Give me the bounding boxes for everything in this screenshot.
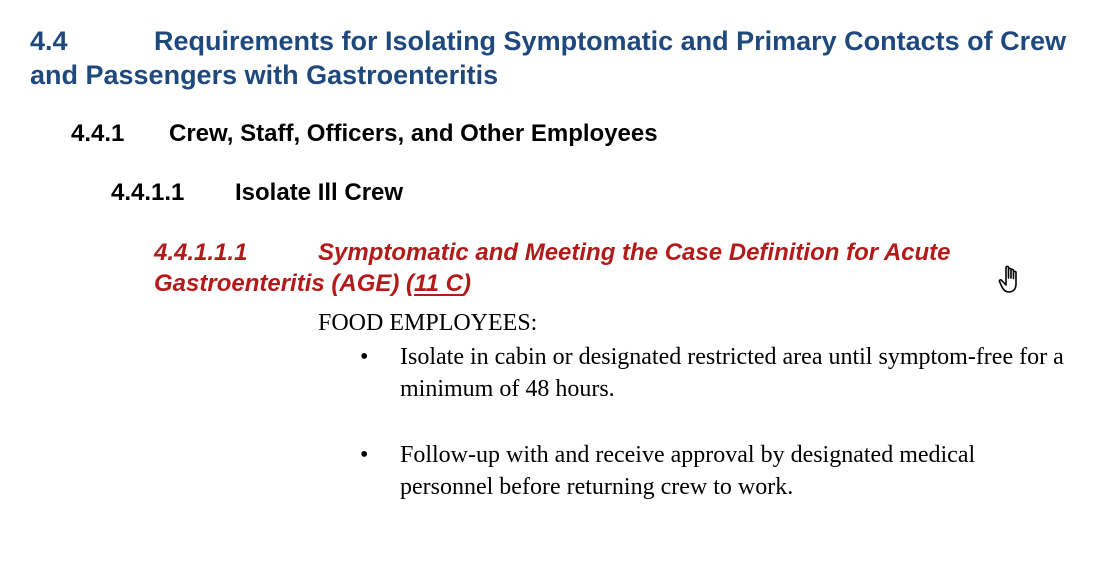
list-item-text: Follow-up with and receive approval by designated medical personnel before returning crew to work. (400, 442, 976, 500)
section-number: 4.4.1.1.1 (154, 239, 248, 266)
section-title: Symptomatic and Meeting the Case Definition for Acute Gastroenteritis (AGE) ( (154, 239, 951, 297)
list-item (360, 341, 1070, 405)
section-heading-4-4-1-1-1 (154, 237, 1054, 299)
section-heading-4-4 (30, 24, 1070, 92)
section-title: Isolate Ill Crew (235, 179, 404, 206)
bullet-list (360, 341, 1070, 503)
section-title: Requirements for Isolating Symptomatic and Primary Contacts of Crew and Passengers with Gastroenteritis (30, 26, 1067, 90)
section-heading-4-4-1 (71, 119, 658, 149)
bullet-marker: • (360, 344, 369, 370)
bullet-marker: • (360, 442, 369, 468)
list-item (360, 439, 1070, 503)
section-number: 4.4.1.1 (111, 179, 185, 206)
reference-link[interactable]: 11 C (414, 270, 463, 297)
list-item-text: Isolate in cabin or designated restricted area until symptom-free for a minimum of 48 hours. (400, 344, 1064, 402)
section-title: Crew, Staff, Officers, and Other Employees (169, 120, 658, 147)
section-number: 4.4.1 (71, 120, 125, 147)
section-number: 4.4 (30, 26, 68, 56)
section-heading-4-4-1-1 (111, 178, 403, 208)
food-employees-label: FOOD EMPLOYEES: (318, 310, 538, 336)
hand-pointer-icon (997, 264, 1025, 296)
section-title-end: ) (462, 270, 471, 297)
